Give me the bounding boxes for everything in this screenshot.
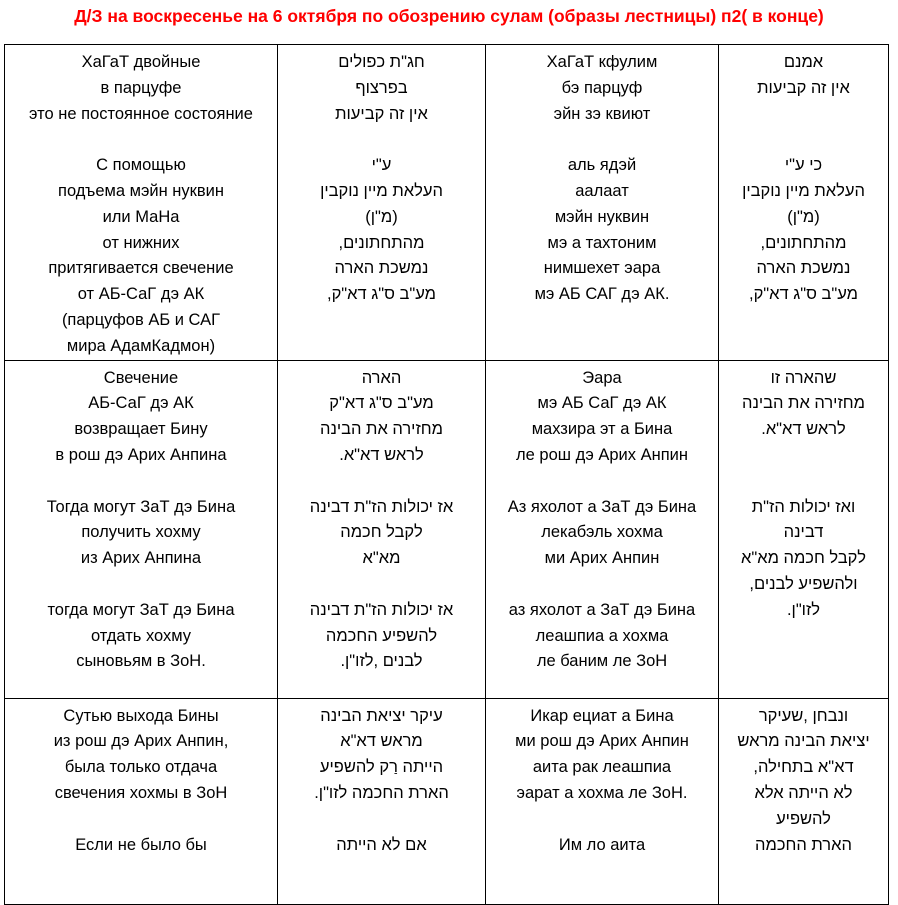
cell-hebrew-source — [278, 360, 486, 698]
text-line — [7, 469, 275, 495]
text-line: АБ-СаГ дэ АК — [88, 394, 194, 413]
text-line: свечения хохмы в ЗоН — [54, 783, 228, 802]
text-line — [488, 807, 716, 833]
text-line: ХаГаТ двойные — [81, 53, 201, 71]
text-line: отдать хохму — [90, 626, 192, 645]
text-line: мэ а тахтоним — [547, 233, 657, 252]
text-line: מראש דא"א — [340, 732, 423, 751]
text-line: ולהשפיע לבנים, — [749, 574, 858, 593]
text-line: אז יכולות הז"ת דבינה — [309, 497, 454, 516]
text-line — [7, 572, 275, 598]
text-line: לא הייתה אלא — [754, 783, 853, 802]
cell-russian-translation — [5, 698, 278, 904]
text-line: אמנם — [783, 53, 824, 71]
text-line: или МаНа — [102, 207, 180, 226]
text-line: יציאת הבינה מראש — [737, 732, 870, 751]
text-line — [488, 572, 716, 598]
text-line: ле баним ле ЗоН — [536, 652, 668, 671]
text-line: מחזירה את הבינה — [319, 420, 444, 439]
cell-hebrew-source — [278, 45, 486, 361]
text-line: מע"ב ס"ג דא"ק, — [748, 285, 858, 304]
text-line: из Арих Анпина — [80, 549, 202, 568]
text-line: עיקר יציאת הבינה — [320, 706, 443, 725]
text-line: לקבל חכמה — [340, 523, 423, 542]
text-line — [7, 807, 275, 833]
text-line — [7, 127, 275, 153]
text-line: דא"א בתחילה, — [753, 758, 854, 777]
text-line: ואז יכולות הז"ת — [751, 497, 856, 516]
text-line: в парцуфе — [100, 78, 182, 97]
cell-transliteration — [486, 45, 719, 361]
text-line — [280, 469, 483, 495]
text-line: אז יכולות הז"ת דבינה — [309, 600, 454, 619]
cell-hebrew-original — [719, 698, 889, 904]
text-line: אם לא הייתה — [336, 835, 427, 854]
table-row — [5, 45, 889, 361]
text-line: ע"י — [371, 156, 392, 175]
text-line: эарат а хохма ле ЗоН. — [516, 783, 688, 802]
cell-hebrew-source — [278, 698, 486, 904]
text-line: аалаат — [575, 181, 629, 200]
text-line: Сутью выхода Бины — [63, 706, 219, 725]
text-line: נמשכת הארה — [334, 259, 429, 278]
text-line: דבינה — [783, 523, 824, 542]
text-line: הארת החכמה לזו"ן. — [314, 783, 449, 802]
text-line: Если не было бы — [75, 835, 207, 854]
text-line: מהתחתונים, — [760, 233, 847, 252]
text-line: בפרצוף — [355, 78, 408, 97]
page-title: Д/З на воскресенье на 6 октября по обозрению сулам (образы лестницы) п2( в конце) — [74, 6, 824, 26]
text-line: это не постоянное состояние — [29, 104, 253, 123]
text-line: ми рош дэ Арих Анпин — [515, 732, 689, 751]
table-row — [5, 360, 889, 698]
text-line: ле рош дэ Арих Анпин — [516, 445, 688, 464]
text-line — [280, 572, 483, 598]
text-line: הארה — [361, 368, 402, 387]
text-line: להשפיע החכמה — [325, 626, 438, 645]
text-line: (מ"ן) — [787, 207, 820, 226]
text-line: была только отдача — [64, 758, 218, 777]
cell-russian-translation — [5, 45, 278, 361]
text-line: нимшехет эара — [543, 259, 661, 278]
text-line: מחזירה את הבינה — [741, 394, 866, 413]
text-line: от нижних — [102, 233, 180, 252]
text-line: Аз яхолот а ЗаТ дэ Бина — [507, 497, 697, 516]
text-line: הארת החכמה — [755, 835, 852, 854]
text-line: מע"ב ס"ג דא"ק — [329, 394, 434, 413]
text-line: ми Арих Анпин — [544, 549, 660, 568]
text-line: мэйн нуквин — [554, 207, 650, 226]
text-line: лекабэль хохма — [541, 523, 663, 542]
text-line — [488, 469, 716, 495]
text-line — [280, 127, 483, 153]
text-line: הייתה רַק להשפיע — [319, 758, 444, 777]
text-line — [721, 469, 886, 495]
text-line: מע"ב ס"ג דא"ק, — [326, 285, 436, 304]
text-line: חג"ת כפולים — [338, 53, 425, 71]
text-line: לראש דא"א. — [761, 420, 846, 439]
text-line: נמשכת הארה — [756, 259, 851, 278]
text-line: получить хохму — [81, 523, 201, 542]
text-line: леашпиа а хохма — [535, 626, 669, 645]
text-line — [488, 127, 716, 153]
text-line: аита рак леашпиа — [532, 758, 672, 777]
text-line: махзира эт а Бина — [531, 420, 673, 439]
text-line: из рош дэ Арих Анпин, — [53, 732, 229, 751]
text-line: כי ע"י — [784, 156, 823, 175]
text-line: Свечение — [103, 368, 179, 387]
text-line — [721, 443, 886, 469]
text-line: (מ"ן) — [365, 207, 398, 226]
text-line: העלאת מיין נוקבין — [320, 181, 443, 200]
text-line: אין זה קביעות — [335, 104, 428, 123]
text-line: מא"א — [362, 549, 401, 568]
text-line: לבנים ,לזו"ן. — [340, 652, 423, 671]
text-line: (парцуфов АБ и САГ — [61, 310, 221, 329]
text-line: мэ АБ САГ дэ АК. — [534, 285, 670, 304]
cell-transliteration — [486, 360, 719, 698]
text-line: Им ло аита — [558, 835, 646, 854]
cell-transliteration — [486, 698, 719, 904]
text-table — [4, 44, 889, 905]
text-line: לראש דא"א. — [339, 445, 424, 464]
text-line: העלאת מיין נוקבין — [742, 181, 865, 200]
text-line: аль ядэй — [567, 156, 637, 175]
text-line: שהארה זו — [770, 368, 837, 387]
text-line: אין זה קביעות — [757, 78, 850, 97]
text-line: притягивается свечение — [48, 259, 234, 278]
text-line: тогда могут ЗаТ дэ Бина — [47, 600, 235, 619]
text-line: эйн зэ квиют — [553, 104, 651, 123]
text-line: мира АдамКадмон) — [66, 336, 216, 355]
text-line: ХаГаТ кфулим — [546, 53, 658, 71]
text-line: מהתחתונים, — [338, 233, 425, 252]
text-line: в рош дэ Арих Анпина — [55, 445, 227, 464]
text-line: подъема мэйн нуквин — [58, 181, 224, 200]
text-line: от АБ-СаГ дэ АК — [77, 285, 205, 304]
text-line — [280, 807, 483, 833]
text-line: Эара — [582, 368, 622, 387]
text-line: С помощью — [96, 156, 186, 175]
text-line: возвращает Бину — [74, 420, 208, 439]
text-line — [721, 127, 886, 153]
text-line: לזו"ן. — [786, 600, 821, 619]
text-line: мэ АБ СаГ дэ АК — [537, 394, 667, 413]
cell-hebrew-original — [719, 360, 889, 698]
text-line: ונבחן ,שעיקר — [758, 706, 849, 725]
cell-russian-translation — [5, 360, 278, 698]
text-line: сыновьям в ЗоН. — [76, 652, 206, 671]
text-line: Икар ециат а Бина — [530, 706, 674, 725]
table-row — [5, 698, 889, 904]
text-line: Тогда могут ЗаТ дэ Бина — [46, 497, 236, 516]
text-line: бэ парцуф — [561, 78, 643, 97]
text-line: аз яхолот а ЗаТ дэ Бина — [508, 600, 696, 619]
text-line: להשפיע — [776, 809, 831, 828]
cell-hebrew-original — [719, 45, 889, 361]
text-line: לקבל חכמה מא"א — [741, 549, 866, 568]
text-line — [721, 102, 886, 128]
